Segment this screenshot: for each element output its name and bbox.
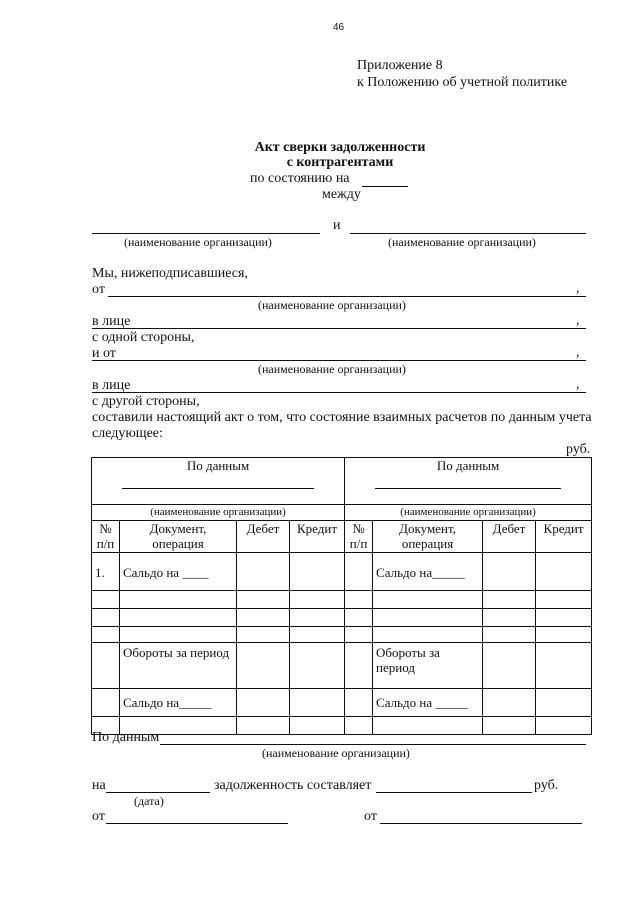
footer-from-left-line xyxy=(106,823,288,824)
footer-date-line xyxy=(106,792,210,793)
we-text: Мы, нижеподписавшиеся, xyxy=(92,266,248,281)
org-caption-right: (наименование организации) xyxy=(345,505,592,521)
comma-1: , xyxy=(576,281,580,296)
from-caption: (наименование организации) xyxy=(258,298,406,312)
state-on-date-line xyxy=(362,186,408,187)
page-number: 46 xyxy=(333,22,345,33)
one-side-text: с одной стороны, xyxy=(92,330,195,345)
other-side-text: с другой стороны, xyxy=(92,394,200,409)
and-label: и xyxy=(333,218,341,233)
footer-on: на xyxy=(92,778,106,793)
col-num-right: № п/п xyxy=(345,521,373,553)
footer-debt-is: задолженность составляет xyxy=(214,778,372,793)
and-from-caption: (наименование организации) xyxy=(258,362,406,376)
party2-caption: (наименование организации) xyxy=(388,235,536,249)
by-data-right: По данным xyxy=(436,458,500,473)
currency-label: руб. xyxy=(566,442,591,457)
in-person-line-2 xyxy=(92,392,586,393)
col-credit-left: Кредит xyxy=(290,521,345,553)
col-num-left: № п/п xyxy=(92,521,120,553)
in-person-line-1 xyxy=(92,328,586,329)
balance-on-left: Сальдо на ____ xyxy=(120,553,237,591)
comma-2: , xyxy=(576,313,580,328)
footer-from-left: от xyxy=(92,809,105,824)
and-from-line xyxy=(92,360,586,361)
party1-line xyxy=(92,233,320,234)
col-credit-right: Кредит xyxy=(536,521,592,553)
party1-caption: (наименование организации) xyxy=(124,235,272,249)
table-header-left xyxy=(92,458,345,505)
org-caption-left: (наименование организации) xyxy=(92,505,345,521)
from-line xyxy=(108,296,586,297)
col-debit-left: Дебет xyxy=(237,521,290,553)
footer-org-line xyxy=(160,744,586,745)
reconciliation-table xyxy=(91,457,592,735)
from-label: от xyxy=(92,282,105,297)
turnover-left: Обороты за период xyxy=(120,643,237,689)
and-from-label: и от xyxy=(92,346,116,361)
appendix-line-2: к Положению об учетной политике xyxy=(357,75,568,90)
turnover-right: Обороты за период xyxy=(373,643,483,689)
following-text: следующее: xyxy=(92,426,163,441)
appendix-line-1: Приложение 8 xyxy=(357,58,443,73)
by-data-left: По данным xyxy=(186,458,250,473)
table-header-right xyxy=(345,458,592,505)
footer-date-caption: (дата) xyxy=(134,794,164,808)
between-label: между xyxy=(322,187,361,202)
footer-amount-line xyxy=(376,792,532,793)
balance-end-right: Сальдо на _____ xyxy=(373,689,483,717)
footer-rub: руб. xyxy=(534,778,559,793)
col-doc-left: Документ, операция xyxy=(120,521,237,553)
row1-num: 1. xyxy=(92,553,120,591)
party2-line xyxy=(350,233,586,234)
comma-4: , xyxy=(576,377,580,392)
title-line-1: Акт сверки задолженности xyxy=(254,140,426,155)
footer-from-right-line xyxy=(380,823,582,824)
footer-by-data: По данным xyxy=(92,730,160,745)
in-person-label-2: в лице xyxy=(92,378,131,393)
balance-end-left: Сальдо на_____ xyxy=(120,689,237,717)
footer-org-caption: (наименование организации) xyxy=(262,746,410,760)
col-doc-right: Документ, операция xyxy=(373,521,483,553)
balance-on-right: Сальдо на_____ xyxy=(373,553,483,591)
footer-from-right: от xyxy=(364,809,377,824)
statement-text: составили настоящий акт о том, что состояние взаимных расчетов по данным учета xyxy=(92,410,592,425)
in-person-label-1: в лице xyxy=(92,314,131,329)
title-line-2: с контрагентами xyxy=(286,155,394,170)
col-debit-right: Дебет xyxy=(483,521,536,553)
state-on-label: по состоянию на xyxy=(250,171,350,186)
comma-3: , xyxy=(576,345,580,360)
